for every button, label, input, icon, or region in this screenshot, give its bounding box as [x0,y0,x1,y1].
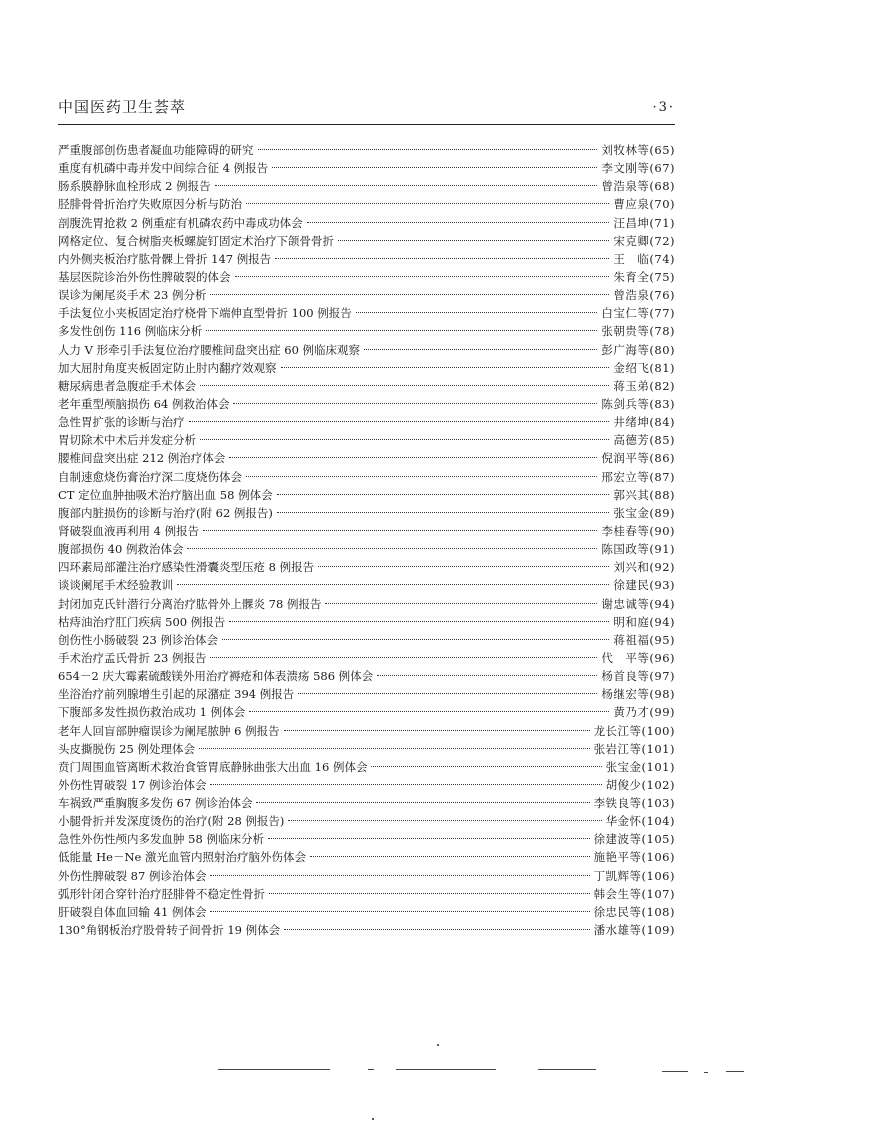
dot-leader [277,494,610,495]
dot-leader [210,784,601,785]
toc-entry-author-page: 张岩江等(101) [593,741,675,756]
page-number: ·3· [652,100,675,115]
toc-entry-title: 肠系膜静脉血栓形成 2 例报告 [58,179,211,194]
dot-leader [298,693,597,694]
toc-entry-title: 外伤性胃破裂 17 例诊治体会 [58,777,207,792]
dot-leader [371,766,601,767]
toc-entry-title: 创伤性小肠破裂 23 例诊治体会 [58,632,218,647]
toc-entry-author-page: 张宝金(101) [605,759,675,774]
toc-entry-author-page: 黄乃才(99) [613,705,675,720]
dot-leader [215,185,598,186]
toc-entry [58,449,675,467]
toc-entry-title: 腰椎间盘突出症 212 例治疗体会 [58,451,226,466]
toc-entry [58,413,675,431]
toc-entry-author-page: 徐建波等(105) [593,832,675,847]
toc-entry [58,268,675,286]
dot-leader [233,403,597,404]
dot-leader [288,820,601,821]
toc-entry-title: 654－2 庆大霉素硫酸镁外用治疗褥疮和体表溃疡 586 例体会 [58,669,374,684]
toc-entry [58,286,675,304]
toc-entry-title: 贲门周围血管离断术救治食管胃底静脉曲张大出血 16 例体会 [58,759,368,774]
dot-leader [210,294,609,295]
toc-entry-author-page: 施艳平等(106) [593,850,675,865]
toc-entry [58,595,675,613]
dot-leader [206,330,597,331]
dot-leader [229,457,597,458]
toc-entry [58,177,675,195]
dot-leader [258,149,598,150]
dot-leader [210,911,589,912]
dot-leader [199,748,590,749]
toc-entry-author-page: 丁凯辉等(106) [593,868,675,883]
toc-entry-author-page: 明和庭(94) [613,614,675,629]
toc-entry-title: 严重腹部创伤患者凝血功能障碍的研究 [58,143,254,157]
toc-entry-author-page: 王 临(74) [613,251,675,266]
toc-entry [58,921,675,939]
dot-leader [203,530,597,531]
toc-entry-title: 手术治疗孟氏骨折 23 例报告 [58,650,207,665]
toc-entry-title: 重度有机磷中毒并发中间综合征 4 例报告 [58,161,269,176]
toc-entry-title: 胫腓骨骨折治疗失败原因分析与防治 [58,197,242,212]
toc-entry-author-page: 朱育全(75) [613,269,675,284]
running-header [58,96,675,120]
toc-entry-author-page: 蒋祖福(95) [613,632,675,647]
toc-entry-title: 低能量 He－Ne 激光血管内照射治疗脑外伤体会 [58,850,307,865]
toc-entry-author-page: 张宝金(89) [613,505,675,520]
toc-entry [58,794,675,812]
toc-entry [58,486,675,504]
toc-entry [58,322,675,340]
toc-entry-title: 坐浴治疗前列腺增生引起的尿潴症 394 例报告 [58,687,295,702]
toc-entry [58,722,675,740]
toc-entry [58,867,675,885]
toc-entry [58,377,675,395]
toc-entry-title: 加大屈肘角度夹板固定防止肘内翻疗效观察 [58,360,277,375]
scan-line [662,1071,688,1072]
toc-entry-author-page: 邢宏立等(87) [601,469,675,484]
toc-entry-title: 头皮撕脱伤 25 例处理体会 [58,741,195,756]
toc-entry-title: 多发性创伤 116 例临床分析 [58,324,203,339]
dot-leader [235,276,610,277]
toc-entry [58,468,675,486]
toc-entry-author-page: 张朝贵等(78) [601,324,675,339]
toc-entry-author-page: 杨继宏等(98) [601,687,675,702]
toc-entry-title: 急性外伤性颅内多发血肿 58 例临床分析 [58,832,264,847]
toc-entry [58,848,675,866]
dot-leader [281,367,610,368]
dot-leader [310,856,590,857]
toc-entry-title: 下腹部多发性损伤救治成功 1 例体会 [58,705,246,720]
toc-entry-author-page: 杨首良等(97) [601,669,675,684]
toc-entry [58,885,675,903]
dot-leader [275,258,609,259]
toc-entry-author-page: 李桂春等(90) [601,523,675,538]
header-rule [58,124,675,125]
toc-entry [58,631,675,649]
toc-entry-title: 剖腹洗胃抢救 2 例重症有机磷农药中毒成功体会 [58,215,303,230]
toc-entry [58,812,675,830]
toc-entry [58,522,675,540]
dot-leader [318,566,609,567]
toc-entry-title: 外伤性脾破裂 87 例诊治体会 [58,868,207,883]
toc-entry [58,758,675,776]
dot-leader [272,167,597,168]
toc-entry-title: 网格定位、复合树脂夹板螺旋钉固定术治疗下颌骨骨折 [58,233,334,248]
toc-entry [58,195,675,213]
toc-entry [58,431,675,449]
scan-line [396,1069,496,1070]
toc-entry-author-page: 韩会生等(107) [593,886,675,901]
dot-leader [277,512,609,513]
toc-entry [58,250,675,268]
toc-entry-title: 谈谈阑尾手术经验教训 [58,578,173,593]
toc-entry-title: CT 定位血肿抽吸术治疗脑出血 58 例体会 [58,487,273,502]
toc-entry [58,232,675,250]
toc-entry-title: 四环素局部灌注治疗感染性滑囊炎型压疮 8 例报告 [58,560,315,575]
dot-leader [268,838,590,839]
toc-entry-author-page: 谢忠诚等(94) [601,596,675,611]
dot-leader [222,639,609,640]
toc-entry-author-page: 李文刚等(67) [601,161,675,176]
toc-entry [58,667,675,685]
toc-entry-author-page: 金绍飞(81) [613,360,675,375]
toc-entry [58,703,675,721]
toc-entry [58,558,675,576]
toc-entry [58,395,675,413]
toc-entry-title: 老年人回盲部肿瘤误诊为阑尾脓肿 6 例报告 [58,723,280,738]
toc-entry-author-page: 徐建民(93) [613,578,675,593]
dot-leader [377,675,597,676]
dot-leader [229,621,609,622]
toc-entry-author-page: 刘兴和(92) [613,560,675,575]
toc-entry-title: 胃切除术中术后并发症分析 [58,433,196,448]
scan-line [368,1069,374,1070]
dot-leader [200,439,609,440]
toc-entry-title: 自制速愈烧伤膏治疗深二度烧伤体会 [58,469,242,484]
toc-entry [58,903,675,921]
toc-entry-author-page: 曹应泉(70) [613,197,675,212]
toc-entry [58,830,675,848]
toc-entry-author-page: 高德芳(85) [613,433,675,448]
toc-entry-author-page: 宋克卿(72) [613,233,675,248]
toc-entry [58,649,675,667]
toc-entry-title: 内外侧夹板治疗肱骨髁上骨折 147 例报告 [58,251,272,266]
dot-leader [284,730,590,731]
toc-entry-author-page: 井绪坤(84) [613,415,675,430]
dot-leader [249,711,609,712]
toc-entry-author-page: 彭广海等(80) [601,342,675,357]
toc-entry-author-page: 陈国政等(91) [601,542,675,557]
dot-leader [284,929,589,930]
toc-entry-title: 老年重型颅脑损伤 64 例救治体会 [58,396,230,411]
toc-entry [58,576,675,594]
dot-leader [187,548,597,549]
toc-entry [58,504,675,522]
dot-leader [338,240,609,241]
toc-entry-author-page: 陈剑兵等(83) [601,396,675,411]
dot-leader [177,584,609,585]
toc-entry-title: 人力 V 形牵引手法复位治疗腰椎间盘突出症 60 例临床观察 [58,342,361,357]
toc-entry-title: 肝破裂自体血回输 41 例体会 [58,904,207,919]
journal-title: 中国医药卫生荟萃 [58,98,187,116]
toc-entry [58,359,675,377]
toc-entry-author-page: 刘牧林等(65) [601,143,675,157]
toc-entry-title: 肾破裂血液再利用 4 例报告 [58,523,200,538]
dot-leader [325,603,597,604]
scan-line [726,1071,744,1072]
dot-leader [210,657,597,658]
toc-entry-author-page: 龙长江等(100) [593,723,675,738]
dot-leader [210,875,589,876]
dot-leader [364,349,597,350]
dot-leader [189,421,610,422]
toc-entry-title: 车祸致严重胸腹多发伤 67 例诊治体会 [58,796,253,811]
toc-entry-title: 糖尿病患者急腹症手术体会 [58,378,196,393]
toc-entry-author-page: 白宝仁等(77) [601,306,675,321]
dot-leader [256,802,589,803]
toc-entry [58,613,675,631]
toc-entry-author-page: 华金怀(104) [605,814,675,829]
toc-entry-author-page: 胡俊少(102) [605,777,675,792]
dot-leader [269,893,590,894]
toc-entry-author-page: 徐忠民等(108) [593,904,675,919]
toc-entry-author-page: 蒋玉弟(82) [613,378,675,393]
toc-entry-author-page: 潘水雄等(109) [593,923,675,938]
dot-leader [246,476,597,477]
table-of-contents [58,141,675,939]
toc-entry-author-page: 曾浩泉(76) [613,288,675,303]
toc-entry [58,214,675,232]
toc-entry-title: 弧形针闭合穿针治疗胫腓骨不稳定性骨折 [58,886,265,901]
toc-entry [58,740,675,758]
toc-entry [58,685,675,703]
toc-entry [58,341,675,359]
dot-leader [307,222,610,223]
toc-entry [58,141,675,159]
toc-entry [58,159,675,177]
toc-entry-title: 手法复位小夹板固定治疗桡骨下端伸直型骨折 100 例报告 [58,306,352,321]
toc-entry-author-page: 倪润平等(86) [601,451,675,466]
toc-entry-author-page: 曾浩泉等(68) [601,179,675,194]
dot-leader [200,385,609,386]
toc-entry-title: 枯痔油治疗肛门疾病 500 例报告 [58,614,226,629]
toc-entry-title: 基层医院诊治外伤性脾破裂的体会 [58,269,231,284]
toc-entry-author-page: 李铁良等(103) [593,796,675,811]
toc-entry-author-page: 代 平等(96) [601,650,675,665]
toc-entry-author-page: 郭兴其(88) [613,487,675,502]
toc-entry-author-page: 汪昌坤(71) [613,215,675,230]
toc-entry-title: 小腿骨折并发深度烫伤的治疗(附 28 例报告) [58,814,285,829]
dot-leader [356,312,598,313]
toc-entry-title: 腹部内脏损伤的诊断与治疗(附 62 例报告) [58,505,273,520]
toc-entry-title: 130°角钢板治疗股骨转子间骨折 19 例体会 [58,923,281,938]
scan-speck [437,1044,439,1046]
dot-leader [246,203,609,204]
toc-entry-title: 腹部损伤 40 例救治体会 [58,542,184,557]
scan-line [538,1069,596,1070]
scan-speck [372,1118,374,1120]
toc-entry-title: 封闭加克氏针潜行分离治疗肱骨外上髁炎 78 例报告 [58,596,322,611]
toc-entry [58,304,675,322]
toc-entry-title: 急性胃扩张的诊断与治疗 [58,415,185,430]
toc-entry [58,540,675,558]
scan-line [704,1072,708,1073]
scan-line [218,1069,330,1070]
toc-entry-title: 误诊为阑尾炎手术 23 例分析 [58,288,207,303]
toc-entry [58,776,675,794]
